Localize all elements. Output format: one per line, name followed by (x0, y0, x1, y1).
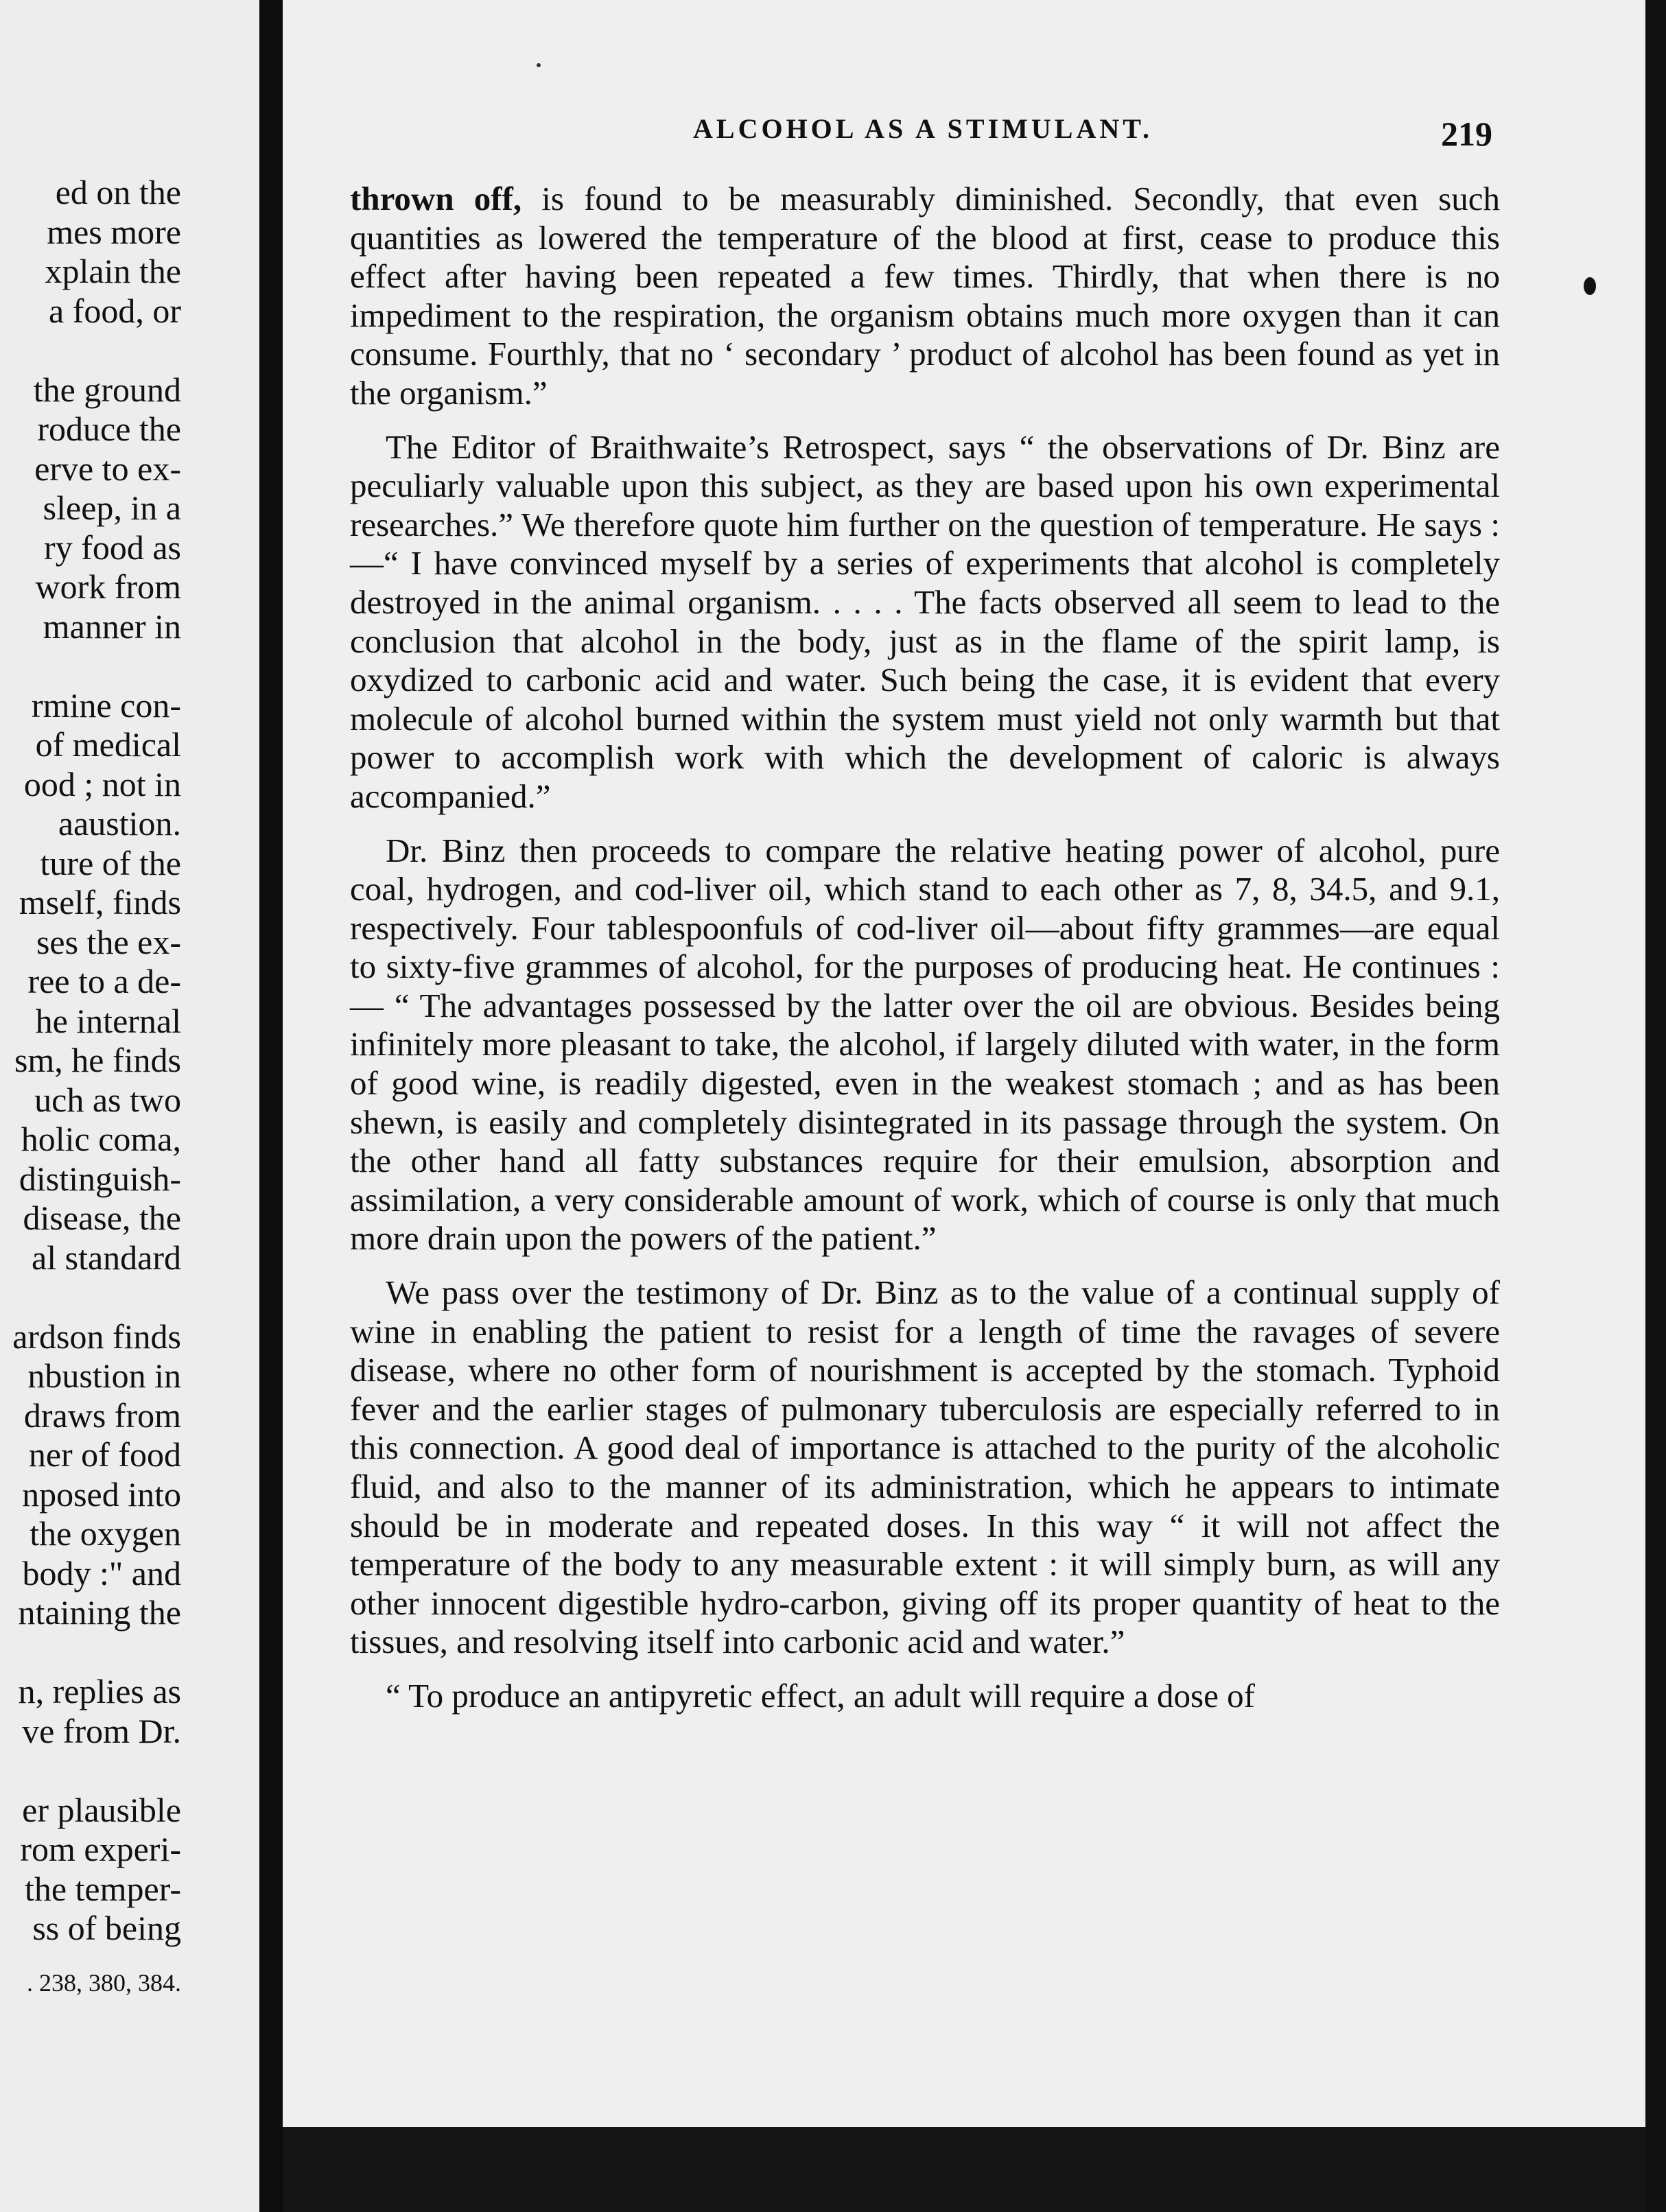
running-head: ALCOHOL AS A STIMULANT. (693, 113, 1153, 144)
previous-page-line: distinguish- (19, 1159, 181, 1198)
previous-page-line: nbustion in (27, 1356, 181, 1395)
paragraph-lead: thrown off, (350, 180, 522, 217)
line-gap (0, 1633, 181, 1673)
previous-page (0, 0, 259, 2212)
previous-page-line: manner in (43, 607, 181, 646)
previous-page-line: a food, or (49, 291, 181, 330)
body-text (350, 180, 1500, 1731)
paragraph (350, 428, 1500, 816)
previous-page-line: sm, he finds (14, 1041, 181, 1079)
current-page (283, 0, 1645, 2127)
page-number: 219 (1441, 115, 1492, 153)
previous-page-line: ner of food (28, 1435, 181, 1474)
previous-page-line: work from (35, 567, 181, 606)
previous-page-line: sleep, in a (43, 489, 181, 527)
previous-page-line: disease, the (23, 1199, 181, 1237)
previous-page-line: he internal (35, 1001, 181, 1040)
previous-page-line: the oxygen (30, 1514, 181, 1553)
page-gutter (259, 0, 283, 2212)
previous-page-line: ve from Dr. (22, 1711, 181, 1750)
previous-page-text (0, 173, 181, 2003)
previous-page-line: erve to ex- (34, 449, 181, 488)
paragraph-text: is found to be measurably diminished. Secondly, that even such quantities as lowered the temperature of the blood at first, cease to produce this effect after having been repeated a few times. Thirdly, that when there is no impediment to the respiration, the organism obtains much more oxygen than it can consume. Fourthly, that no ‘ secondary ’ product of alcohol has been found as yet in the organism.” (350, 180, 1500, 412)
paragraph-text: “ To produce an antipyretic effect, an adult will require a dose of (386, 1676, 1255, 1715)
previous-page-line: ntaining the (18, 1593, 181, 1632)
previous-page-line: draws from (23, 1396, 181, 1435)
line-gap (0, 646, 181, 686)
paragraph-text: We pass over the testimony of Dr. Binz as to the value of a continual supply of wine in enabling the patient to resist for a length of time the ravages of severe disease, where no other form of nourishment is accepted by the stomach. Typhoid fever and the earlier stages of pulmonary tuberculosis are especially referred to in this connection. A good deal of importance is attached to the purity of the alcoholic fluid, and also to the manner of its administration, which he appears to intimate should be in moderate and repeated doses. In this way “ it will not affect the temperature of the body to any measurable extent : it will simply burn, as will any other innocent digestible hydro-carbon, giving off its proper quantity of heat to the tissues, and resolving itself into carbonic acid and water.” (350, 1273, 1500, 1661)
previous-page-line: mes more (47, 212, 181, 251)
previous-page-line: al standard (32, 1238, 181, 1277)
paragraph (350, 1273, 1500, 1662)
paragraph-text: The Editor of Braithwaite’s Retrospect, says “ the observations of Dr. Binz are peculiarly valuable upon this subject, as they are based upon his own experimental researches.” We therefore quote him further on the question of temperature. He says :—“ I have convinced myself by a series of experiments that alcohol is completely destroyed in the animal organism. . . . . The facts observed all seem to lead to the conclusion that alcohol in the body, just as in the flame of the spirit lamp, is oxydized to carbonic acid and water. Such being the case, it is evident that every molecule of alcohol burned within the system must yield not only warmth but that power to accomplish work with which the development of caloric is always accompanied.” (350, 427, 1500, 815)
previous-page-line: mself, finds (19, 883, 181, 921)
scan-speck (537, 63, 541, 67)
previous-page-line: roduce the (37, 410, 181, 448)
previous-page-line: uch as two (34, 1080, 181, 1119)
line-gap (0, 1278, 181, 1317)
previous-page-line: ture of the (40, 843, 181, 882)
line-gap (0, 1751, 181, 1791)
previous-page-line: ss of being (32, 1909, 181, 1947)
previous-page-footnote: . 238, 380, 384. (27, 1968, 181, 1997)
previous-page-line: ses the ex- (36, 922, 181, 961)
previous-page-line: the ground (33, 370, 181, 409)
previous-page-line: n, replies as (18, 1672, 181, 1710)
previous-page-line: nposed into (22, 1474, 181, 1514)
previous-page-line: ed on the (55, 173, 181, 211)
previous-page-line: of medical (35, 725, 181, 764)
previous-page-line: er plausible (22, 1790, 181, 1829)
previous-page-line: ry food as (44, 528, 181, 567)
previous-page-line: ardson finds (12, 1317, 181, 1356)
page-edge-shadow (1645, 0, 1666, 2212)
paragraph (350, 1677, 1500, 1716)
paragraph (350, 832, 1500, 1259)
previous-page-line: the temper- (24, 1869, 181, 1908)
previous-page-line: aaustion. (58, 804, 181, 843)
previous-page-line: rom experi- (20, 1830, 181, 1868)
previous-page-line: holic coma, (21, 1120, 181, 1158)
paragraph-text: Dr. Binz then proceeds to compare the relative heating power of alcohol, pure coal, hydrogen, and cod-liver oil, which stand to each other as 7, 8, 34.5, and 9.1, respectively. Four tablespoonfuls of cod-liver oil—about fifty grammes—are equal to sixty-five grammes of alcohol, for the purposes of producing heat. He continues :— “ The advantages possessed by the latter over the oil are obvious. Besides being infinitely more pleasant to take, the alcohol, if largely diluted with water, in the form of good wine, is readily digested, even in the weakest stomach ; and as has been shewn, is easily and completely disintegrated in its passage through the system. On the other hand all fatty substances require for their emulsion, absorption and assimilation, a very considerable amount of work, which of course is only that much more drain upon the powers of the patient.” (350, 831, 1500, 1258)
page-bottom-shadow (283, 2127, 1645, 2212)
line-gap (0, 331, 181, 370)
scan-blot (1584, 277, 1596, 295)
previous-page-line: body :" and (22, 1553, 181, 1592)
previous-page-line: ree to a de- (27, 962, 181, 1000)
previous-page-line: rmine con- (32, 685, 181, 725)
previous-page-line: xplain the (45, 252, 181, 290)
paragraph (350, 180, 1500, 413)
previous-page-line: ood ; not in (23, 764, 181, 803)
